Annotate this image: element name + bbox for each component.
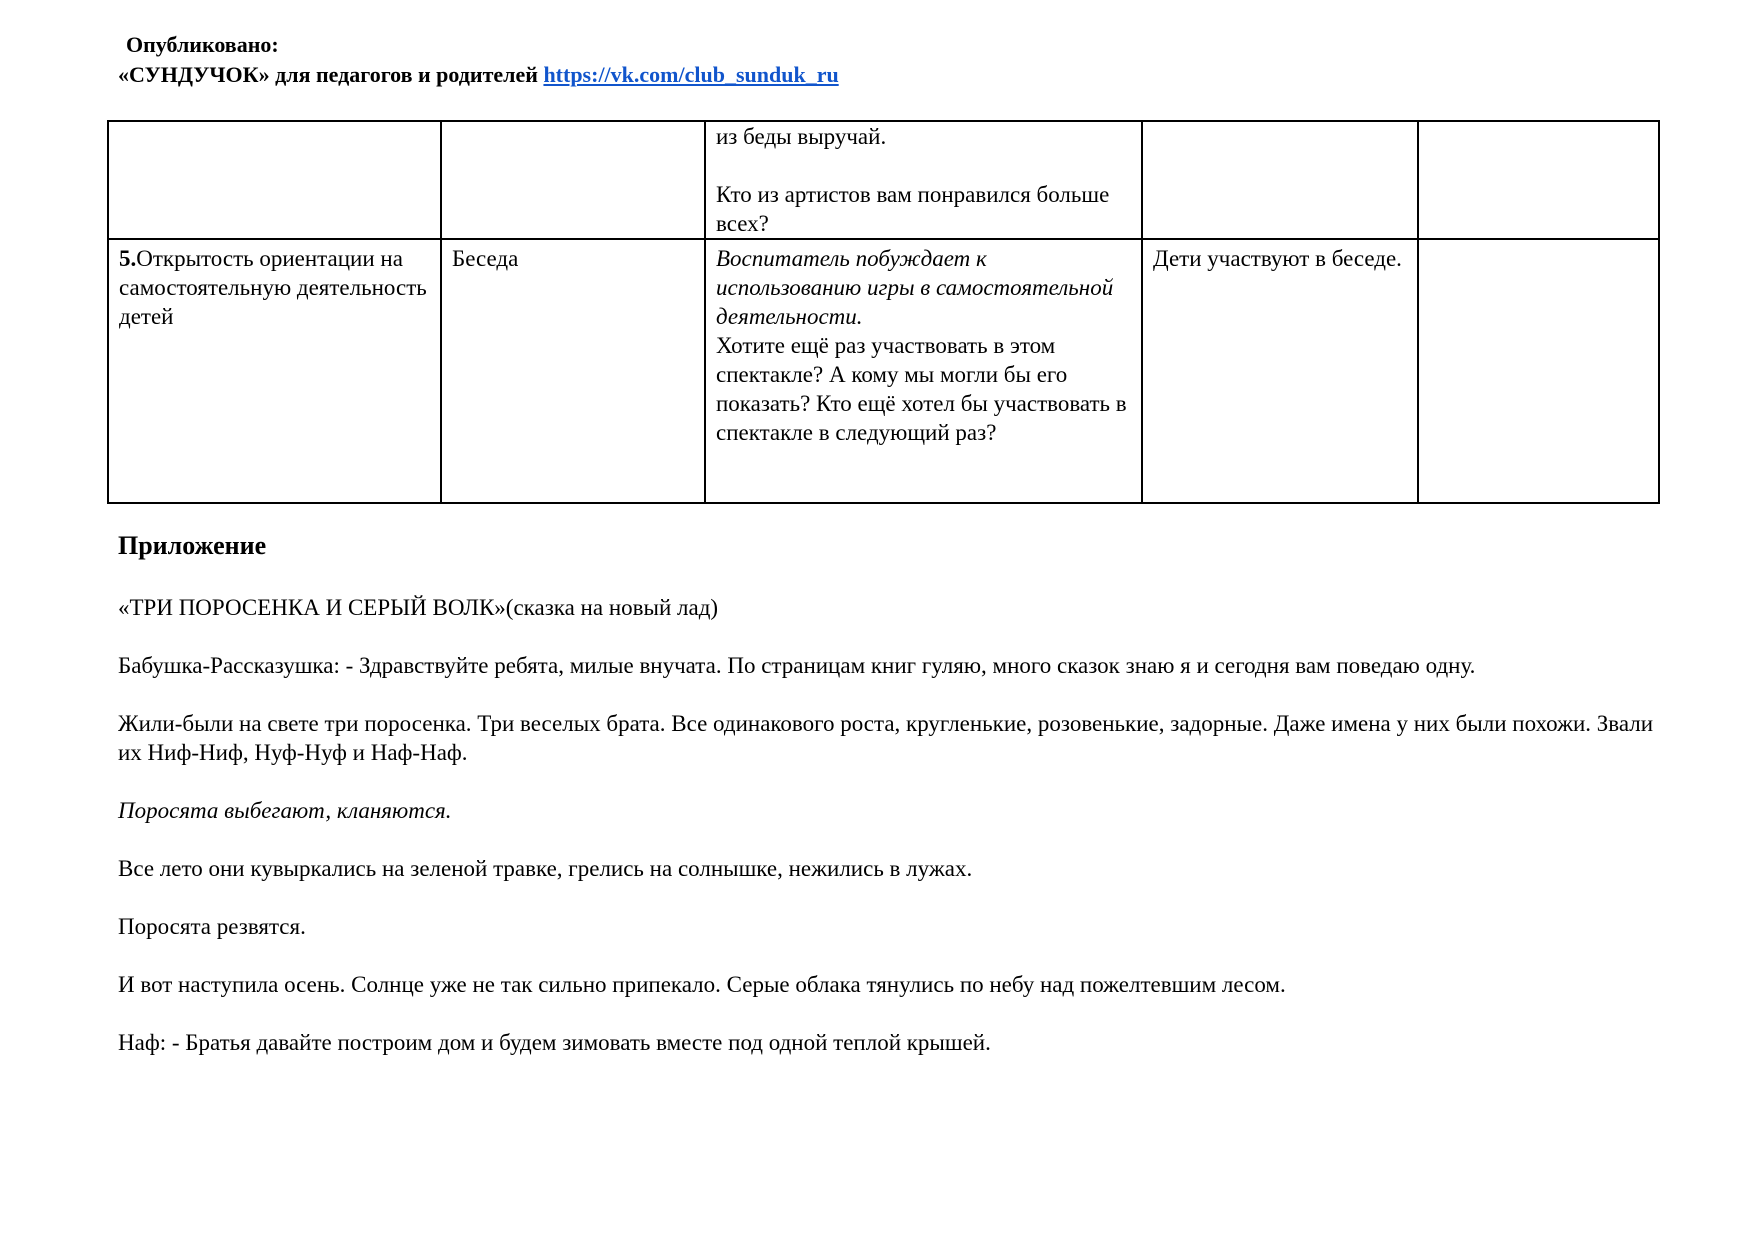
table-row <box>108 239 1659 503</box>
stage-number: 5. <box>119 246 137 271</box>
table-cell <box>705 121 1142 239</box>
teacher-note: Воспитатель побуждает к использованию игры в самостоятельной деятельности. <box>716 246 1114 329</box>
table-cell <box>441 121 705 239</box>
table-cell <box>1418 121 1659 239</box>
page-header <box>118 30 839 90</box>
stage-name: Открытость ориентации на самостоятельную деятельность детей <box>119 246 427 329</box>
paragraph: Бабушка-Рассказушка: - Здравствуйте ребята, милые внучата. По страницам книг гуляю, много сказок знаю я и сегодня вам поведаю одну. <box>118 653 1476 678</box>
table-cell <box>1418 239 1659 503</box>
appendix-heading: Приложение <box>118 531 267 560</box>
table-cell <box>705 239 1142 503</box>
table-cell <box>1142 121 1418 239</box>
appendix <box>118 528 1658 1086</box>
cell-text: Кто из артистов вам понравился больше всех? <box>716 182 1110 236</box>
table-cell: Дети участвуют в беседе. <box>1142 239 1418 503</box>
table-row <box>108 121 1659 239</box>
paragraph: Жили-были на свете три поросенка. Три веселых брата. Все одинакового роста, кругленькие, розовенькие, задорные. Даже имена у них были похожи. Звали их Ниф-Ниф, Нуф-Нуф и Наф-Наф. <box>118 711 1654 765</box>
teacher-speech: Хотите ещё раз участвовать в этом спектакле? А кому мы могли бы его показать? Кто ещё хотел бы участвовать в спектакле в следующий раз? <box>716 333 1127 445</box>
stage-direction: Поросята выбегают, кланяются. <box>118 798 452 823</box>
paragraph: Поросята резвятся. <box>118 914 306 939</box>
table-cell: Беседа <box>441 239 705 503</box>
story-title: «ТРИ ПОРОСЕНКА И СЕРЫЙ ВОЛК»(сказка на новый лад) <box>118 595 719 620</box>
vk-link[interactable]: https://vk.com/club_sunduk_ru <box>543 62 839 87</box>
lesson-table <box>107 120 1660 504</box>
paragraph: Все лето они кувыркались на зеленой травке, грелись на солнышке, нежились в лужах. <box>118 856 973 881</box>
table-cell <box>108 239 441 503</box>
published-label: Опубликовано: <box>126 32 279 57</box>
org-name: «СУНДУЧОК» для педагогов и родителей <box>118 62 538 87</box>
table-cell <box>108 121 441 239</box>
cell-text: из беды выручай. <box>716 124 887 149</box>
paragraph: И вот наступила осень. Солнце уже не так сильно припекало. Серые облака тянулись по небу над пожелтевшим лесом. <box>118 972 1286 997</box>
publisher-line <box>118 60 839 90</box>
paragraph: Наф: - Братья давайте построим дом и будем зимовать вместе под одной теплой крышей. <box>118 1030 991 1055</box>
